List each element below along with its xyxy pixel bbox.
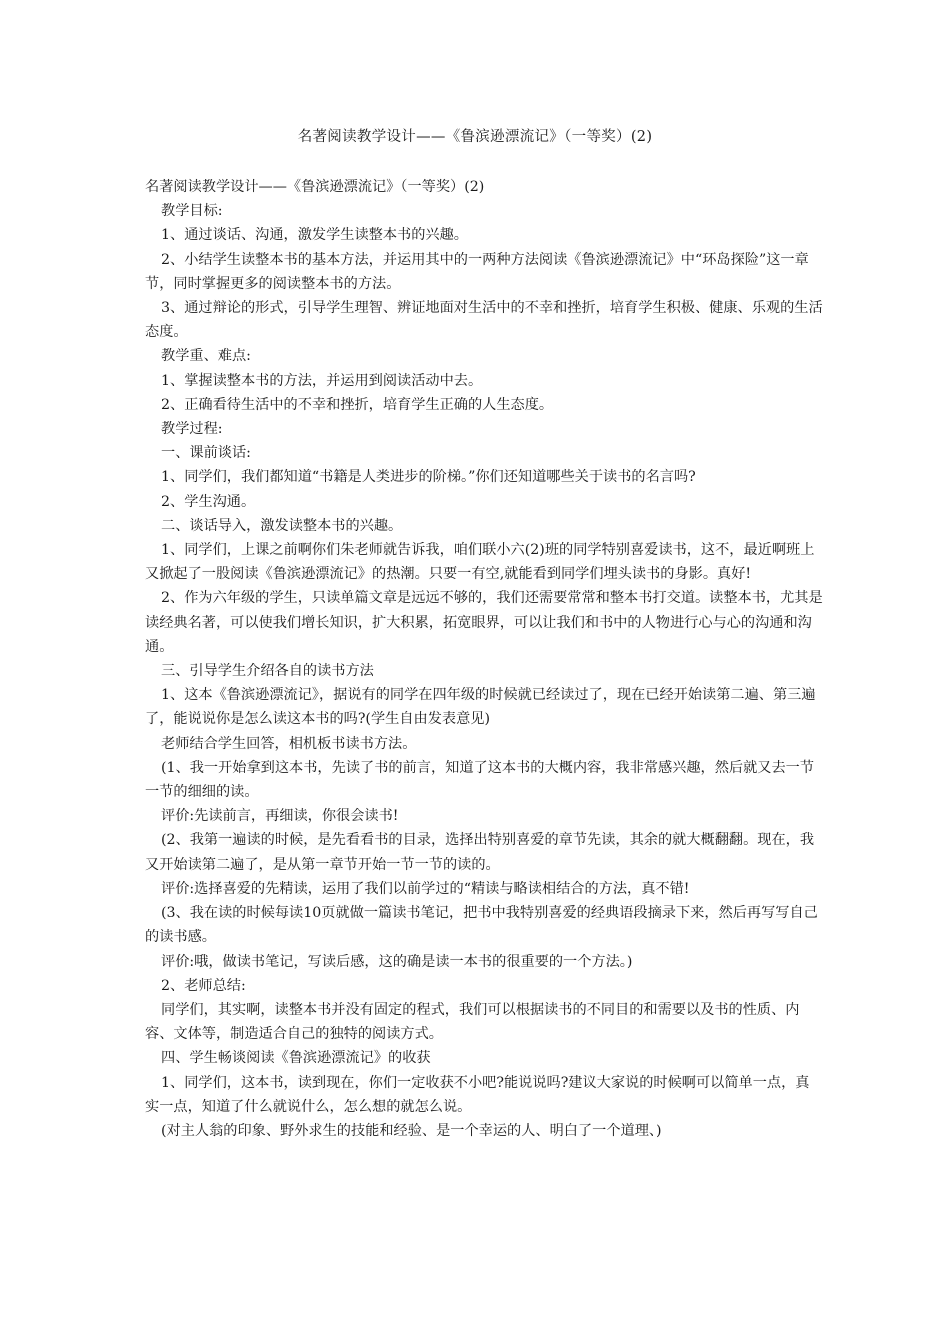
paragraph: 教学目标: bbox=[161, 203, 223, 220]
paragraph: 三、引导学生介绍各自的读书方法 bbox=[161, 663, 374, 680]
paragraph: (对主人翁的印象、野外求生的技能和经验、是一个幸运的人、明白了一个道理、) bbox=[161, 1122, 662, 1139]
paragraph: 2、学生沟通。 bbox=[161, 493, 256, 510]
paragraph: 1、通过谈话、沟通，激发学生读整本书的兴趣。 bbox=[161, 227, 468, 244]
paragraph: 评价:先读前言，再细读，你很会读书! bbox=[161, 808, 399, 825]
paragraph: 一、课前谈话: bbox=[161, 445, 251, 462]
paragraph: 老师结合学生回答，相机板书读书方法。 bbox=[161, 735, 417, 752]
paragraph: (3、我在读的时候每读10页就做一篇读书笔记，把书中我特别喜爱的经典语段摘录下来，然后再写写自己的读书感。 bbox=[145, 905, 818, 946]
paragraph: 同学们，其实啊，读整本书并没有固定的程式，我们可以根据读书的不同目的和需要以及书的性质、内容、文体等，制造适合自己的独特的阅读方式。 bbox=[145, 1001, 800, 1043]
paragraph: 评价:哦，做读书笔记，写读后感，这的确是读一本书的很重要的一个方法。) bbox=[161, 953, 633, 970]
paragraph: 1、掌握读整本书的方法，并运用到阅读活动中去。 bbox=[161, 372, 483, 389]
paragraph: 教学过程: bbox=[161, 421, 223, 438]
paragraph: 1、同学们，我们都知道“书籍是人类进步的阶梯。”你们还知道哪些关于读书的名言吗? bbox=[161, 469, 696, 486]
paragraph: (2、我第一遍读的时候，是先看看书的目录，选择出特别喜爱的章节先读，其余的就大概翻翻。现在，我又开始读第二遍了，是从第一章节开始一节一节的读的。 bbox=[145, 832, 815, 873]
paragraph: 2、小结学生读整本书的基本方法，并运用其中的一两种方法阅读《鲁滨逊漂流记》中“环岛探险”这一章节，同时掌握更多的阅读整本书的方法。 bbox=[145, 251, 809, 292]
paragraph: 2、老师总结: bbox=[161, 977, 246, 994]
document-title: 名著阅读教学设计——《鲁滨逊漂流记》（一等奖）(2) bbox=[297, 129, 653, 145]
paragraph: 二、谈话导入，激发读整本书的兴趣。 bbox=[161, 517, 403, 534]
paragraph: 3、通过辩论的形式，引导学生理智、辨证地面对生活中的不幸和挫折，培育学生积极、健康、乐观的生活态度。 bbox=[145, 300, 823, 341]
paragraph: 教学重、难点: bbox=[161, 348, 251, 365]
paragraph: 1、同学们，这本书，读到现在，你们一定收获不小吧?能说说吗?建议大家说的时候啊可以简单一点，真实一点，知道了什么就说什么，怎么想的就怎么说。 bbox=[145, 1074, 810, 1115]
paragraph: 2、正确看待生活中的不幸和挫折，培育学生正确的人生态度。 bbox=[161, 396, 554, 413]
paragraph: 1、这本《鲁滨逊漂流记》，据说有的同学在四年级的时候就已经读过了，现在已经开始读第二遍、第三遍了，能说说你是怎么读这本书的吗?(学生自由发表意见) bbox=[145, 687, 816, 728]
body-heading: 名著阅读教学设计——《鲁滨逊漂流记》（一等奖）(2) bbox=[145, 179, 485, 195]
document-body bbox=[145, 175, 823, 1143]
paragraph: (1、我一开始拿到这本书，先读了书的前言，知道了这本书的大概内容，我非常感兴趣，然后就又去一节一节的细细的读。 bbox=[145, 759, 815, 801]
paragraph: 四、学生畅谈阅读《鲁滨逊漂流记》的收获 bbox=[161, 1050, 431, 1067]
paragraph: 2、作为六年级的学生，只读单篇文章是远远不够的，我们还需要常常和整本书打交道。读整本书，尤其是读经典名著，可以使我们增长知识，扩大积累，拓宽眼界，可以让我们和书中的人物进行心与心的沟通和沟通。 bbox=[145, 590, 823, 655]
paragraph: 1、同学们，上课之前啊你们朱老师就告诉我，咱们联小六(2)班的同学特别喜爱读书，这不，最近啊班上又掀起了一股阅读《鲁滨逊漂流记》的热潮。只要一有空,就能看到同学们埋头读书的身影。真好! bbox=[145, 542, 815, 583]
paragraph: 评价:选择喜爱的先精读，运用了我们以前学过的“精读与略读相结合的方法，真不错! bbox=[161, 880, 690, 897]
